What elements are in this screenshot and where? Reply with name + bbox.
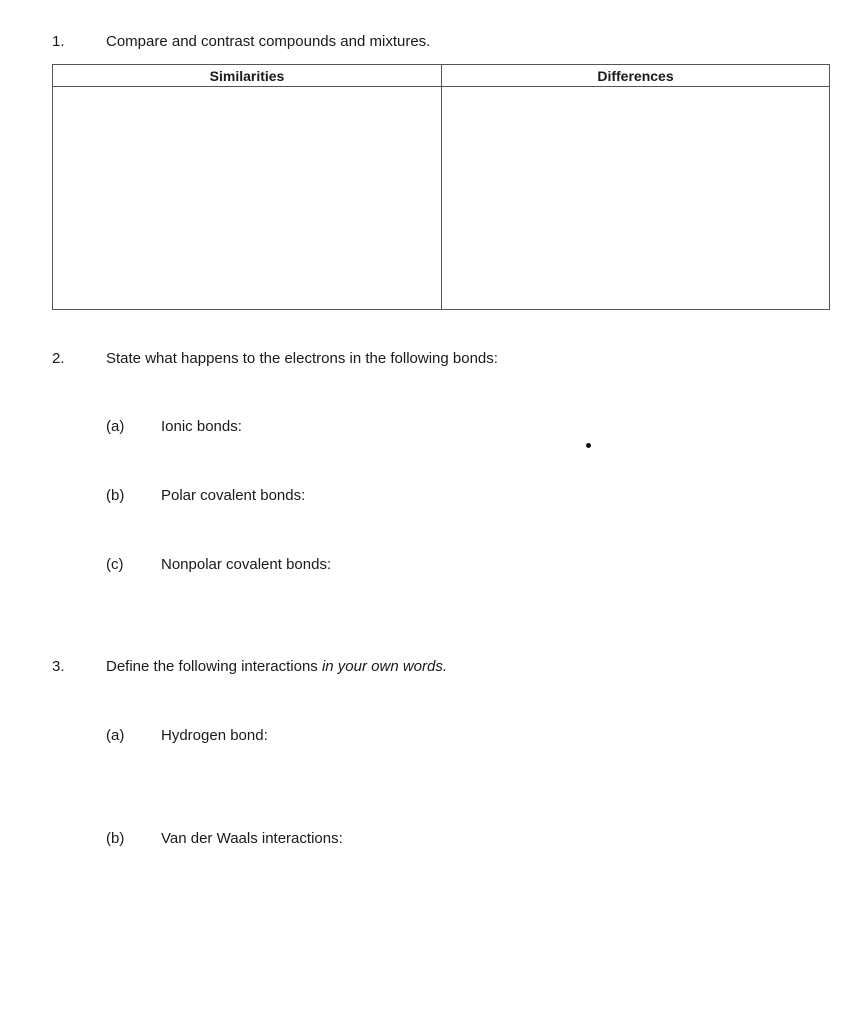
question-3-text-emphasis: in your own words. — [321, 658, 448, 675]
question-2-number: 2. — [52, 350, 65, 367]
question-2b-text: Polar covalent bonds: — [161, 487, 306, 504]
question-2a-text: Ionic bonds: — [161, 418, 242, 435]
similarities-answer-cell[interactable] — [53, 87, 441, 309]
similarities-header: Similarities — [209, 68, 285, 84]
question-2c-text: Nonpolar covalent bonds: — [161, 556, 332, 573]
question-1-number: 1. — [52, 33, 65, 50]
question-3b-text: Van der Waals interactions: — [161, 830, 343, 847]
stray-dot-mark — [586, 443, 591, 448]
differences-header: Differences — [597, 68, 674, 84]
question-2c-label: (c) — [106, 556, 124, 573]
question-2a-label: (a) — [106, 418, 125, 435]
compare-table — [52, 64, 830, 310]
question-3a-text: Hydrogen bond: — [161, 727, 268, 744]
differences-answer-cell[interactable] — [442, 87, 829, 309]
question-2-text: State what happens to the electrons in the following bonds: — [106, 350, 498, 367]
question-2b-label: (b) — [106, 487, 125, 504]
question-1-text: Compare and contrast compounds and mixtures. — [106, 33, 431, 50]
question-3b-label: (b) — [106, 830, 125, 847]
question-3-number: 3. — [52, 658, 65, 675]
question-3-text-prefix: Define the following interactions — [106, 658, 322, 675]
question-3-text — [106, 658, 447, 675]
question-3a-label: (a) — [106, 727, 125, 744]
